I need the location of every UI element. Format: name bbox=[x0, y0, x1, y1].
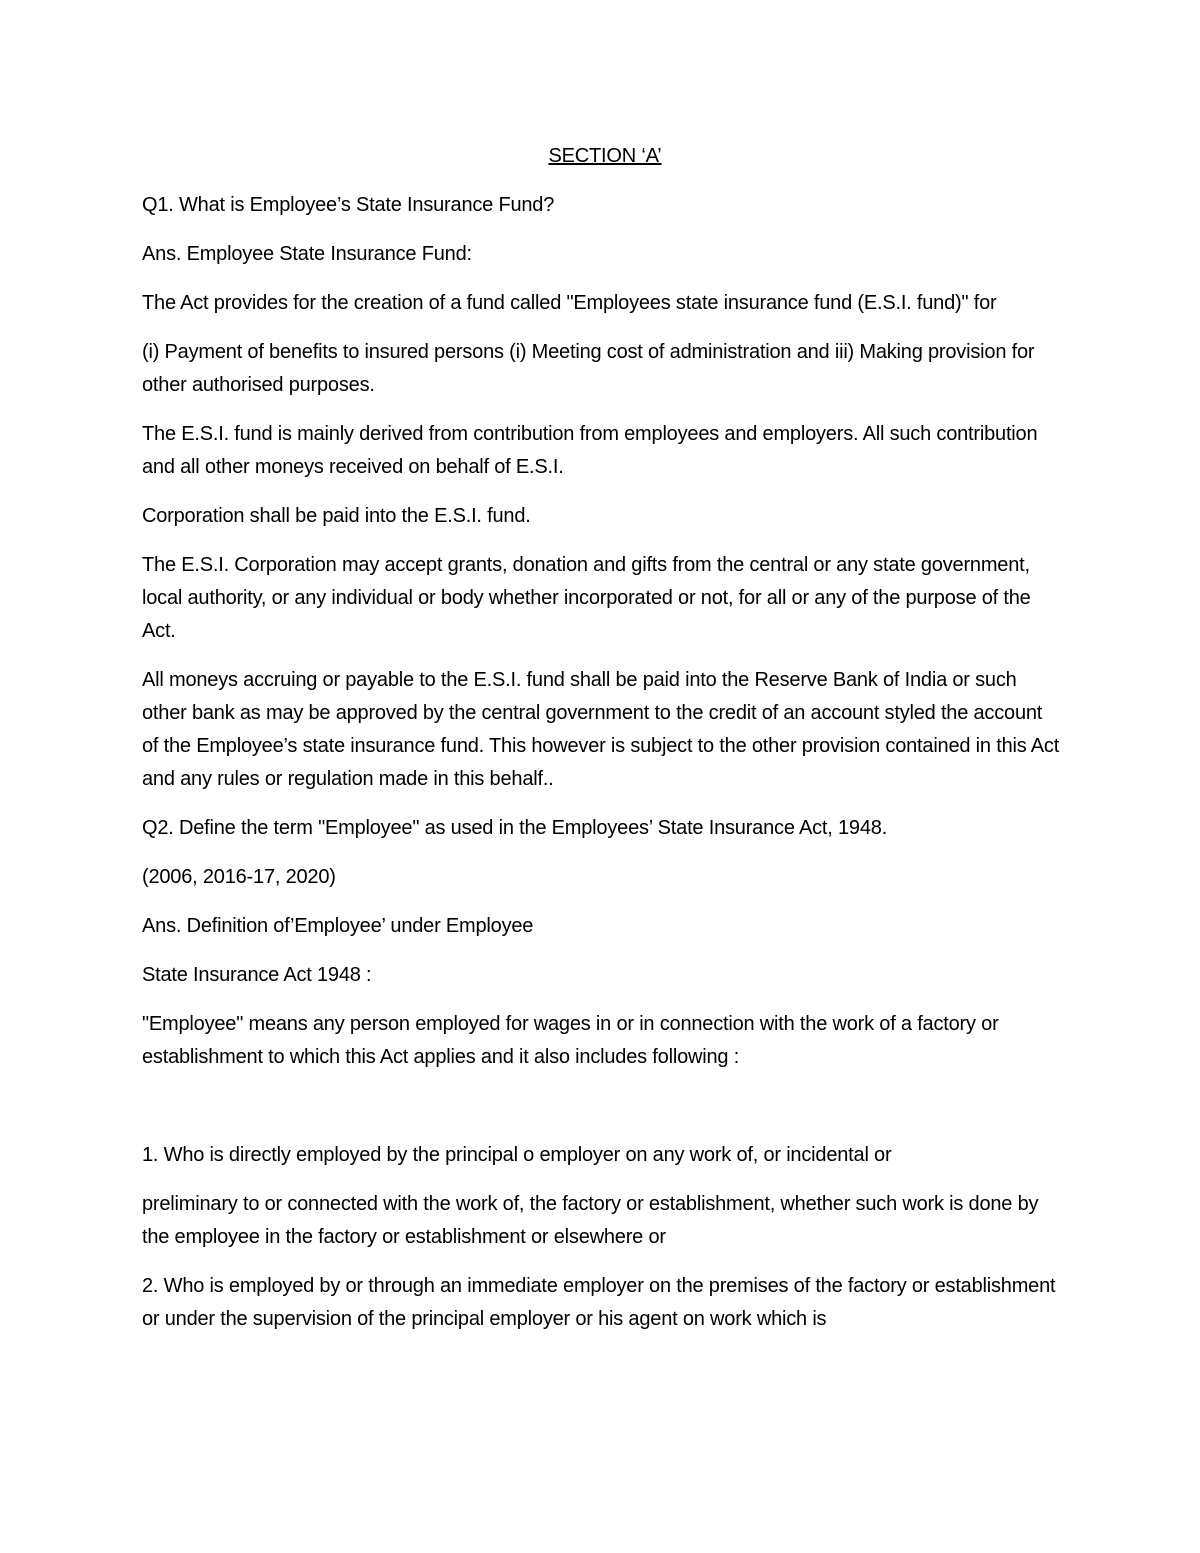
question-2-years: (2006, 2016-17, 2020) bbox=[142, 866, 336, 888]
answer-2-heading-continued: State Insurance Act 1948 : bbox=[142, 964, 372, 986]
answer-2-heading: Ans. Definition of’Employee’ under Employee bbox=[142, 915, 534, 937]
question-1: Q1. What is Employee’s State Insurance Fund? bbox=[142, 194, 555, 216]
paragraph: Corporation shall be paid into the E.S.I. fund. bbox=[142, 505, 531, 527]
list-item: 2. Who is employed by or through an immediate employer on the premises of the factory or establishment or under the supervision of the principal employer or his agent on work which is bbox=[142, 1275, 1056, 1330]
paragraph: The E.S.I. fund is mainly derived from contribution from employees and employers. All such contribution and all other moneys received on behalf of E.S.I. bbox=[142, 423, 1038, 478]
question-2: Q2. Define the term "Employee" as used in the Employees’ State Insurance Act, 1948. bbox=[142, 817, 888, 839]
paragraph: The Act provides for the creation of a fund called "Employees state insurance fund (E.S.I. fund)" for bbox=[142, 292, 997, 314]
paragraph: (i) Payment of benefits to insured persons (i) Meeting cost of administration and iii) Making provision for other authorised purposes. bbox=[142, 341, 1035, 396]
paragraph: The E.S.I. Corporation may accept grants, donation and gifts from the central or any state government, local authority, or any individual or body whether incorporated or not, for all or any of the purpose of the Act. bbox=[142, 554, 1031, 642]
paragraph: "Employee" means any person employed for wages in or in connection with the work of a factory or establishment to which this Act applies and it also includes following : bbox=[142, 1013, 999, 1068]
paragraph: preliminary to or connected with the work of, the factory or establishment, whether such work is done by the employee in the factory or establishment or elsewhere or bbox=[142, 1193, 1039, 1248]
answer-1-heading: Ans. Employee State Insurance Fund: bbox=[142, 243, 472, 265]
blank-space bbox=[142, 1090, 1062, 1139]
paragraph: All moneys accruing or payable to the E.S.I. fund shall be paid into the Reserve Bank of India or such other bank as may be approved by the central government to the credit of an account styled the account of the Employee’s state insurance fund. This however is subject to the other provision contained in this Act and any rules or regulation made in this behalf.. bbox=[142, 669, 1060, 790]
section-title: SECTION ‘A’ bbox=[548, 145, 662, 167]
document-body bbox=[142, 140, 1062, 1352]
list-item: 1. Who is directly employed by the principal o employer on any work of, or incidental or bbox=[142, 1144, 892, 1166]
